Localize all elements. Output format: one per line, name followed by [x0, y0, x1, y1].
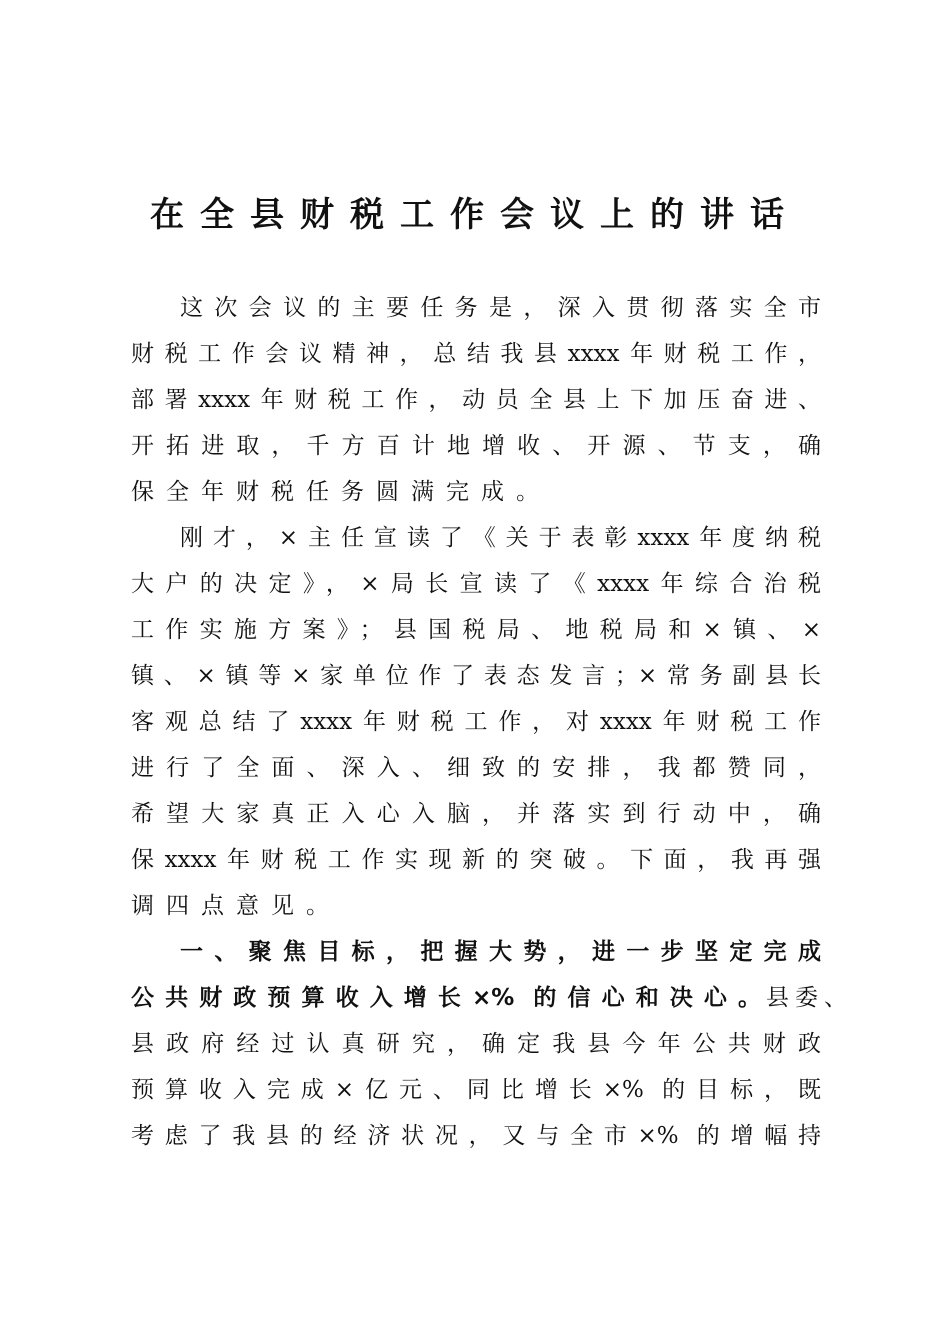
paragraph-line: 大户的决定》，×局长宣读了《xxxx年综合治税 — [131, 571, 821, 597]
paragraph-line: 希望大家真正入心入脑，并落实到行动中，确 — [131, 801, 821, 827]
paragraph-line: 财税工作会议精神，总结我县xxxx年财税工作， — [131, 341, 821, 367]
section-heading-line: 一、聚焦目标，把握大势，进一步坚定完成 — [180, 939, 821, 965]
paragraph-line: 保xxxx年财税工作实现新的突破。下面，我再强 — [131, 847, 821, 873]
paragraph-line: 进行了全面、深入、细致的安排，我都赞同， — [131, 755, 821, 781]
paragraph-line: 保全年财税任务圆满完成。 — [131, 479, 551, 505]
paragraph-line: 预算收入完成×亿元、同比增长×% 的目标，既 — [131, 1077, 821, 1103]
document-title: 在全县财税工作会议上的讲话 — [150, 195, 800, 235]
paragraph-line: 开拓进取，千方百计地增收、开源、节支，确 — [131, 433, 821, 459]
paragraph-line: 调四点意见。 — [131, 893, 341, 919]
paragraph-line: 县委、 — [766, 985, 853, 1011]
paragraph-line: 刚才，×主任宣读了《关于表彰xxxx年度纳税 — [180, 525, 821, 551]
paragraph-line: 工作实施方案》；县国税局、地税局和×镇、× — [131, 617, 821, 643]
paragraph-line: 部署xxxx年财税工作，动员全县上下加压奋进、 — [131, 387, 821, 413]
paragraph-line: 镇、×镇等×家单位作了表态发言；×常务副县长 — [131, 663, 821, 689]
paragraph-line: 考虑了我县的经济状况，又与全市×% 的增幅持 — [131, 1123, 821, 1149]
section-heading-line: 公共财政预算收入增长×% 的信心和决心。 — [131, 985, 761, 1011]
paragraph-line: 这次会议的主要任务是，深入贯彻落实全市 — [180, 295, 821, 321]
paragraph-line: 县政府经过认真研究，确定我县今年公共财政 — [131, 1031, 821, 1057]
paragraph-line: 客观总结了xxxx年财税工作，对xxxx年财税工作 — [131, 709, 821, 735]
